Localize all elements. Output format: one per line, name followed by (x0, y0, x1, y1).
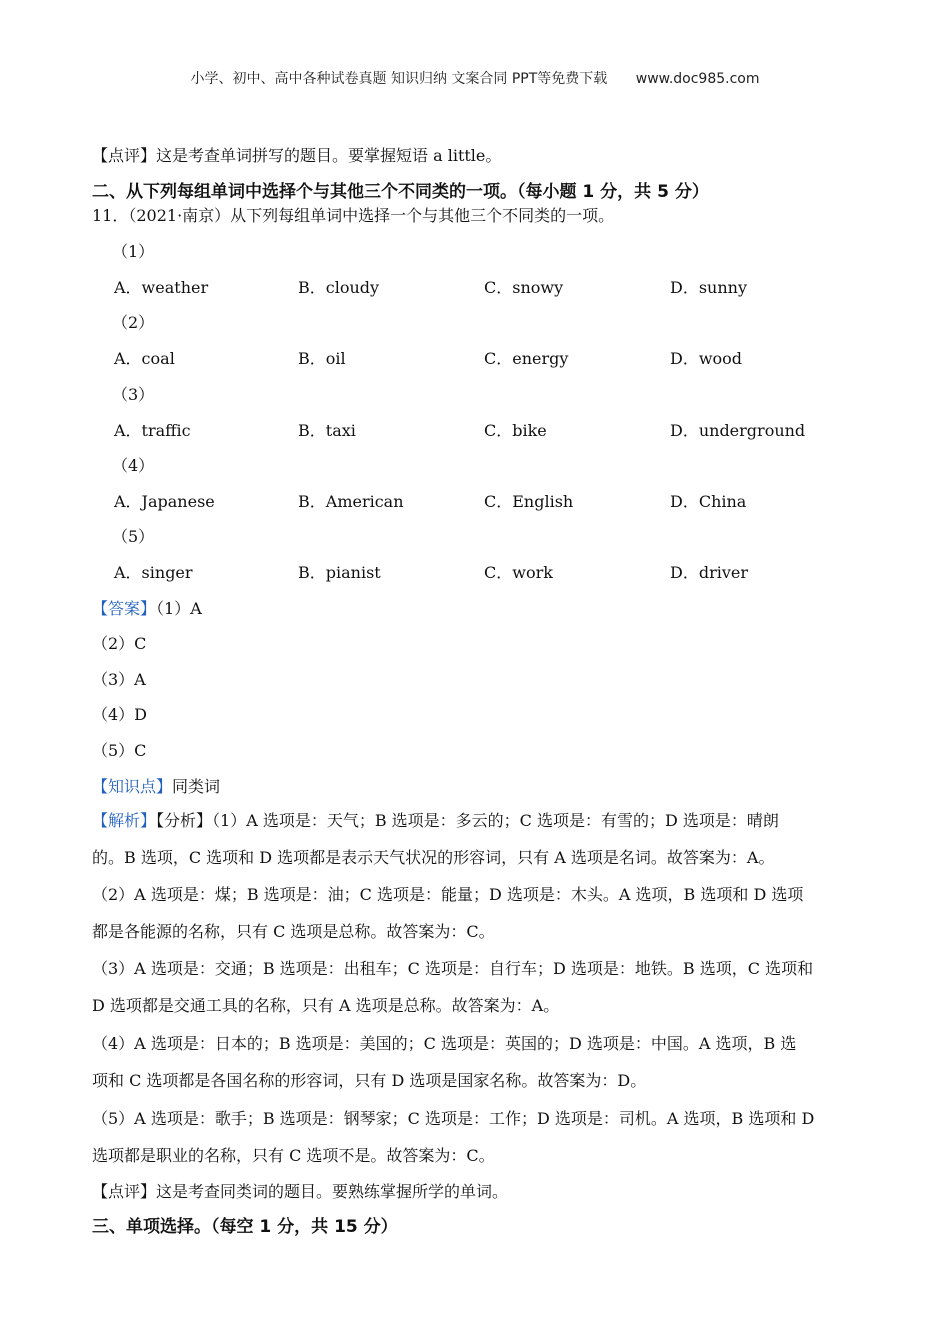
knowledge-label: 【知识点】 (92, 777, 173, 796)
option-b: B．oil (298, 349, 346, 368)
subquestion-number: （1） (112, 242, 155, 261)
question-11: 11．（2021·南京）从下列每组单词中选择一个与其他三个不同类的一项。 (92, 206, 615, 225)
header-text: 小学、初中、高中各种试卷真题 知识归纳 文案合同 PPT等免费下载 (190, 71, 608, 87)
option-b: B．pianist (298, 563, 381, 582)
option-a: A．coal (114, 349, 175, 368)
analysis-text: 【分析】（1）A 选项是：天气；B 选项是：多云的；C 选项是：有雪的；D 选项是：晴朗 (156, 811, 779, 830)
analysis-text: （4）A 选项是：日本的；B 选项是：美国的；C 选项是：英国的；D 选项是：中国。A 选项，B 选 (92, 1034, 797, 1053)
answer-4: （4）D (92, 705, 148, 724)
knowledge-value: 同类词 (172, 777, 221, 796)
analysis-text: 项和 C 选项都是各国名称的形容词，只有 D 选项是国家名称。故答案为：D。 (92, 1071, 647, 1090)
section2-heading: 二、从下列每组单词中选择个与其他三个不同类的一项。（每小题 1 分，共 5 分） (92, 182, 709, 202)
option-d: D．driver (670, 563, 748, 582)
section3-heading: 三、单项选择。（每空 1 分，共 15 分） (92, 1217, 398, 1237)
option-d: D．underground (670, 421, 806, 440)
option-c: C．snowy (484, 278, 564, 297)
option-c: C．bike (484, 421, 547, 440)
analysis-text: （5）A 选项是：歌手；B 选项是：钢琴家；C 选项是：工作；D 选项是：司机。A 选项，B 选项和 D (92, 1109, 815, 1128)
option-c: C．energy (484, 349, 569, 368)
analysis-text: D 选项都是交通工具的名称，只有 A 选项是总称。故答案为：A。 (92, 996, 560, 1015)
answer-1: （1）A (156, 599, 202, 618)
answer-5: （5）C (92, 741, 147, 760)
option-b: B．cloudy (298, 278, 380, 297)
comment: 【点评】这是考查同类词的题目。要熟练掌握所学的单词。 (92, 1182, 509, 1201)
option-a: A．singer (114, 563, 193, 582)
answer-label: 【答案】 (92, 599, 157, 618)
analysis-line (92, 810, 779, 832)
page-header (0, 68, 950, 88)
prev-comment: 【点评】这是考查单词拼写的题目。要掌握短语 a little。 (92, 146, 502, 165)
option-c: C．work (484, 563, 553, 582)
option-d: D．China (670, 492, 747, 511)
analysis-label: 【解析】 (92, 811, 157, 830)
option-b: B．taxi (298, 421, 356, 440)
header-site: www.doc985.com (635, 71, 760, 87)
answer-3: （3）A (92, 670, 146, 689)
option-a: A．Japanese (114, 492, 215, 511)
option-b: B．American (298, 492, 404, 511)
option-a: A．traffic (114, 421, 191, 440)
analysis-text: 的。B 选项，C 选项和 D 选项都是表示天气状况的形容词，只有 A 选项是名词。故答案为：A。 (92, 848, 775, 867)
answer-2: （2）C (92, 634, 147, 653)
subquestion-number: （3） (112, 385, 155, 404)
subquestion-number: （4） (112, 456, 155, 475)
answer-line (92, 598, 202, 620)
analysis-text: （2）A 选项是：煤；B 选项是：油；C 选项是：能量；D 选项是：木头。A 选项，B 选项和 D 选项 (92, 885, 804, 904)
analysis-text: 选项都是职业的名称，只有 C 选项不是。故答案为：C。 (92, 1146, 495, 1165)
option-d: D．sunny (670, 278, 747, 297)
option-a: A．weather (114, 278, 209, 297)
option-c: C．English (484, 492, 574, 511)
subquestion-number: （5） (112, 527, 155, 546)
analysis-text: 都是各能源的名称，只有 C 选项是总称。故答案为：C。 (92, 922, 495, 941)
analysis-text: （3）A 选项是：交通；B 选项是：出租车；C 选项是：自行车；D 选项是：地铁。B 选项，C 选项和 (92, 959, 814, 978)
option-d: D．wood (670, 349, 743, 368)
knowledge-line (92, 776, 220, 798)
subquestion-number: （2） (112, 313, 155, 332)
